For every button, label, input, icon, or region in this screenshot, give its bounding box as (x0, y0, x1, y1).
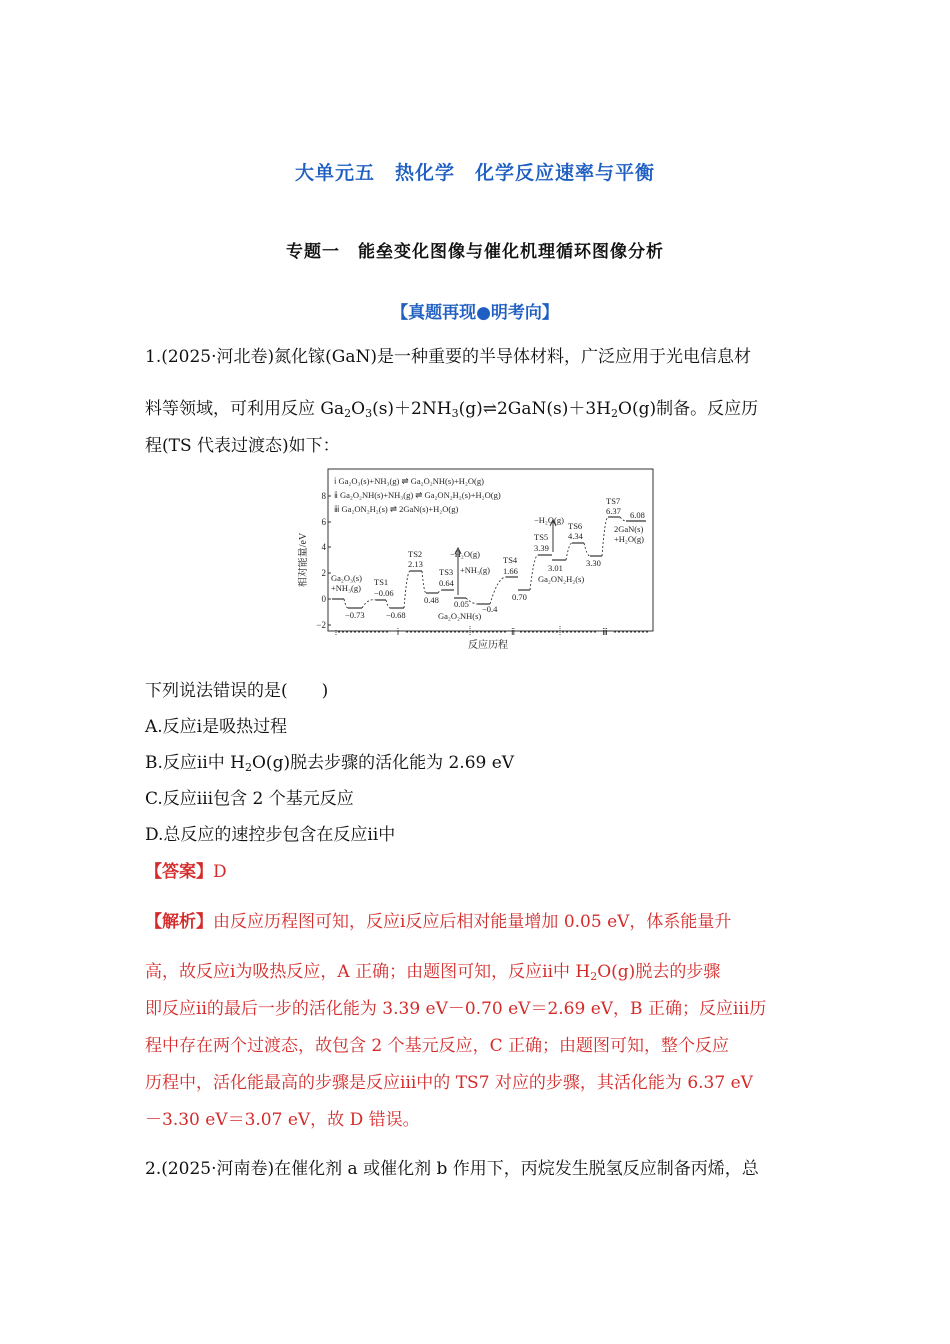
answer-line (145, 860, 810, 884)
analysis-line2: 高，故反应ⅰ为吸热反应，A 正确；由题图可知，反应ⅱ中 $H_2O(g)$脱去的步骤 (145, 962, 721, 983)
plus-nh3: +NH₃(g) (460, 565, 490, 575)
ts5-value: 3.39 (534, 543, 549, 553)
ytick-2: 2 (321, 568, 326, 578)
option-a: A.反应ⅰ是吸热过程 (145, 717, 288, 737)
q2-stem-line1: 2.(2025·河南卷)在催化剂 a 或催化剂 b 作用下，丙烷发生脱氢反应制备丙烯，总 (145, 1159, 759, 1179)
ytick-8: 8 (321, 491, 326, 501)
analysis-line1: 【解析】由反应历程图可知，反应ⅰ反应后相对能量增加 0.05 eV，体系能量升 (145, 912, 732, 932)
end-value: 6.08 (630, 510, 645, 520)
end-species-1: 2GaN(s) (614, 524, 644, 534)
minus-h2o-1: −H₂O(g) (450, 549, 480, 559)
ts5-name: TS5 (534, 532, 549, 542)
q1-stem-line2: 料等领域，可利用反应 $Ga_2O_3(s)+2NH_3(g)\rightleftharpoons 2GaN(s)+3H_2O(g)$制备。反应历 (145, 399, 759, 420)
segment-ii: ⅱ (510, 627, 516, 637)
minus-h2o-2: −H₂O(g) (534, 515, 564, 525)
start-species-2: +NH₃(g) (331, 583, 361, 593)
legend-iii: ⅲ Ga₂ON₂H₂(s) ⇌ 2GaN(s)+H₂O(g) (334, 504, 459, 514)
ytick-6: 6 (321, 517, 326, 527)
ts3-value: 0.64 (439, 578, 454, 588)
analysis-line6: －3.30 eV＝3.07 eV，故 D 错误。 (145, 1110, 420, 1130)
q1-stem-line3: 程(TS 代表过渡态)如下： (145, 436, 340, 456)
ts3-name: TS3 (439, 567, 454, 577)
topic-title: 专题一 能垒变化图像与催化机理循环图像分析 (286, 242, 664, 262)
m7-value: 3.01 (548, 563, 563, 573)
figure-legend (334, 476, 501, 514)
start-species-1: Ga₂O₃(s) (331, 573, 362, 583)
profile-labels (331, 496, 645, 621)
unit-title: 大单元五 热化学 化学反应速率与平衡 (294, 162, 655, 184)
m6-value: 0.70 (512, 592, 527, 602)
q1-stem-line1: 1.(2025·河北卷)氮化镓(GaN)是一种重要的半导体材料，广泛应用于光电信息材 (145, 347, 752, 367)
ts6-name: TS6 (568, 521, 583, 531)
q1-prompt: 下列说法错误的是( ) (145, 681, 329, 701)
end-species-2: +H₂O(g) (614, 534, 644, 544)
segment-iii: ⅲ (602, 627, 608, 637)
y-axis-label: 相对能量/eV (298, 532, 309, 588)
legend-ii: ⅱ Ga₂O₂NH(s)+NH₃(g) ⇌ Ga₂ON₂H₂(s)+H₂O(g) (334, 490, 501, 500)
option-b: B.反应ⅱ中 $H_2O(g)$脱去步骤的活化能为 2.69 eV (145, 753, 515, 774)
section-title: 【真题再现●明考向】 (391, 303, 559, 323)
analysis-line5: 历程中，活化能最高的步骤是反应ⅲ中的 TS7 对应的步骤，其活化能为 6.37 eV (145, 1073, 753, 1093)
m1-value: −0.73 (345, 610, 365, 620)
energy-profile-figure (298, 468, 656, 652)
option-d: D.总反应的速控步包含在反应ⅱ中 (145, 825, 396, 845)
ts2-value: 2.13 (408, 559, 423, 569)
ytick-neg2: −2 (316, 620, 326, 630)
ytick-4: 4 (321, 542, 326, 552)
analysis-line4: 程中存在两个过渡态，故包含 2 个基元反应，C 正确；由题图可知，整个反应 (145, 1036, 730, 1056)
ts7-name: TS7 (606, 496, 621, 506)
answer-value: D (213, 862, 227, 882)
answer-tag: 【答案】 (145, 862, 213, 882)
ts4-name: TS4 (503, 555, 518, 565)
m7-species: Ga₂ON₂H₂(s) (538, 574, 585, 584)
x-axis-label: 反应历程 (468, 640, 508, 651)
ts4-value: 1.66 (503, 566, 518, 576)
ts2-name: TS2 (408, 549, 423, 559)
m4-value: 0.05 (454, 599, 469, 609)
ts1-name: TS1 (374, 577, 389, 587)
m3-value: 0.48 (424, 595, 439, 605)
analysis-line3: 即反应ⅱ的最后一步的活化能为 3.39 eV－0.70 eV＝2.69 eV，B 正确；反应ⅲ历 (145, 999, 767, 1019)
m4-species: Ga₂O₂NH(s) (438, 611, 482, 621)
m5-value: −0.4 (482, 604, 498, 614)
segment-i: ⅰ (396, 627, 400, 637)
ts1-value: −0.06 (374, 588, 394, 598)
ts7-value: 6.37 (606, 506, 621, 516)
option-c: C.反应ⅲ包含 2 个基元反应 (145, 789, 354, 809)
m2-value: −0.68 (386, 610, 406, 620)
legend-i: ⅰ Ga₂O₃(s)+NH₃(g) ⇌ Ga₂O₂NH(s)+H₂O(g) (334, 476, 484, 486)
ts6-value: 4.34 (568, 531, 583, 541)
y-ticks (316, 491, 326, 630)
m8-value: 3.30 (586, 558, 601, 568)
analysis-tag: 【解析】 (145, 912, 213, 932)
ytick-0: 0 (321, 594, 326, 604)
